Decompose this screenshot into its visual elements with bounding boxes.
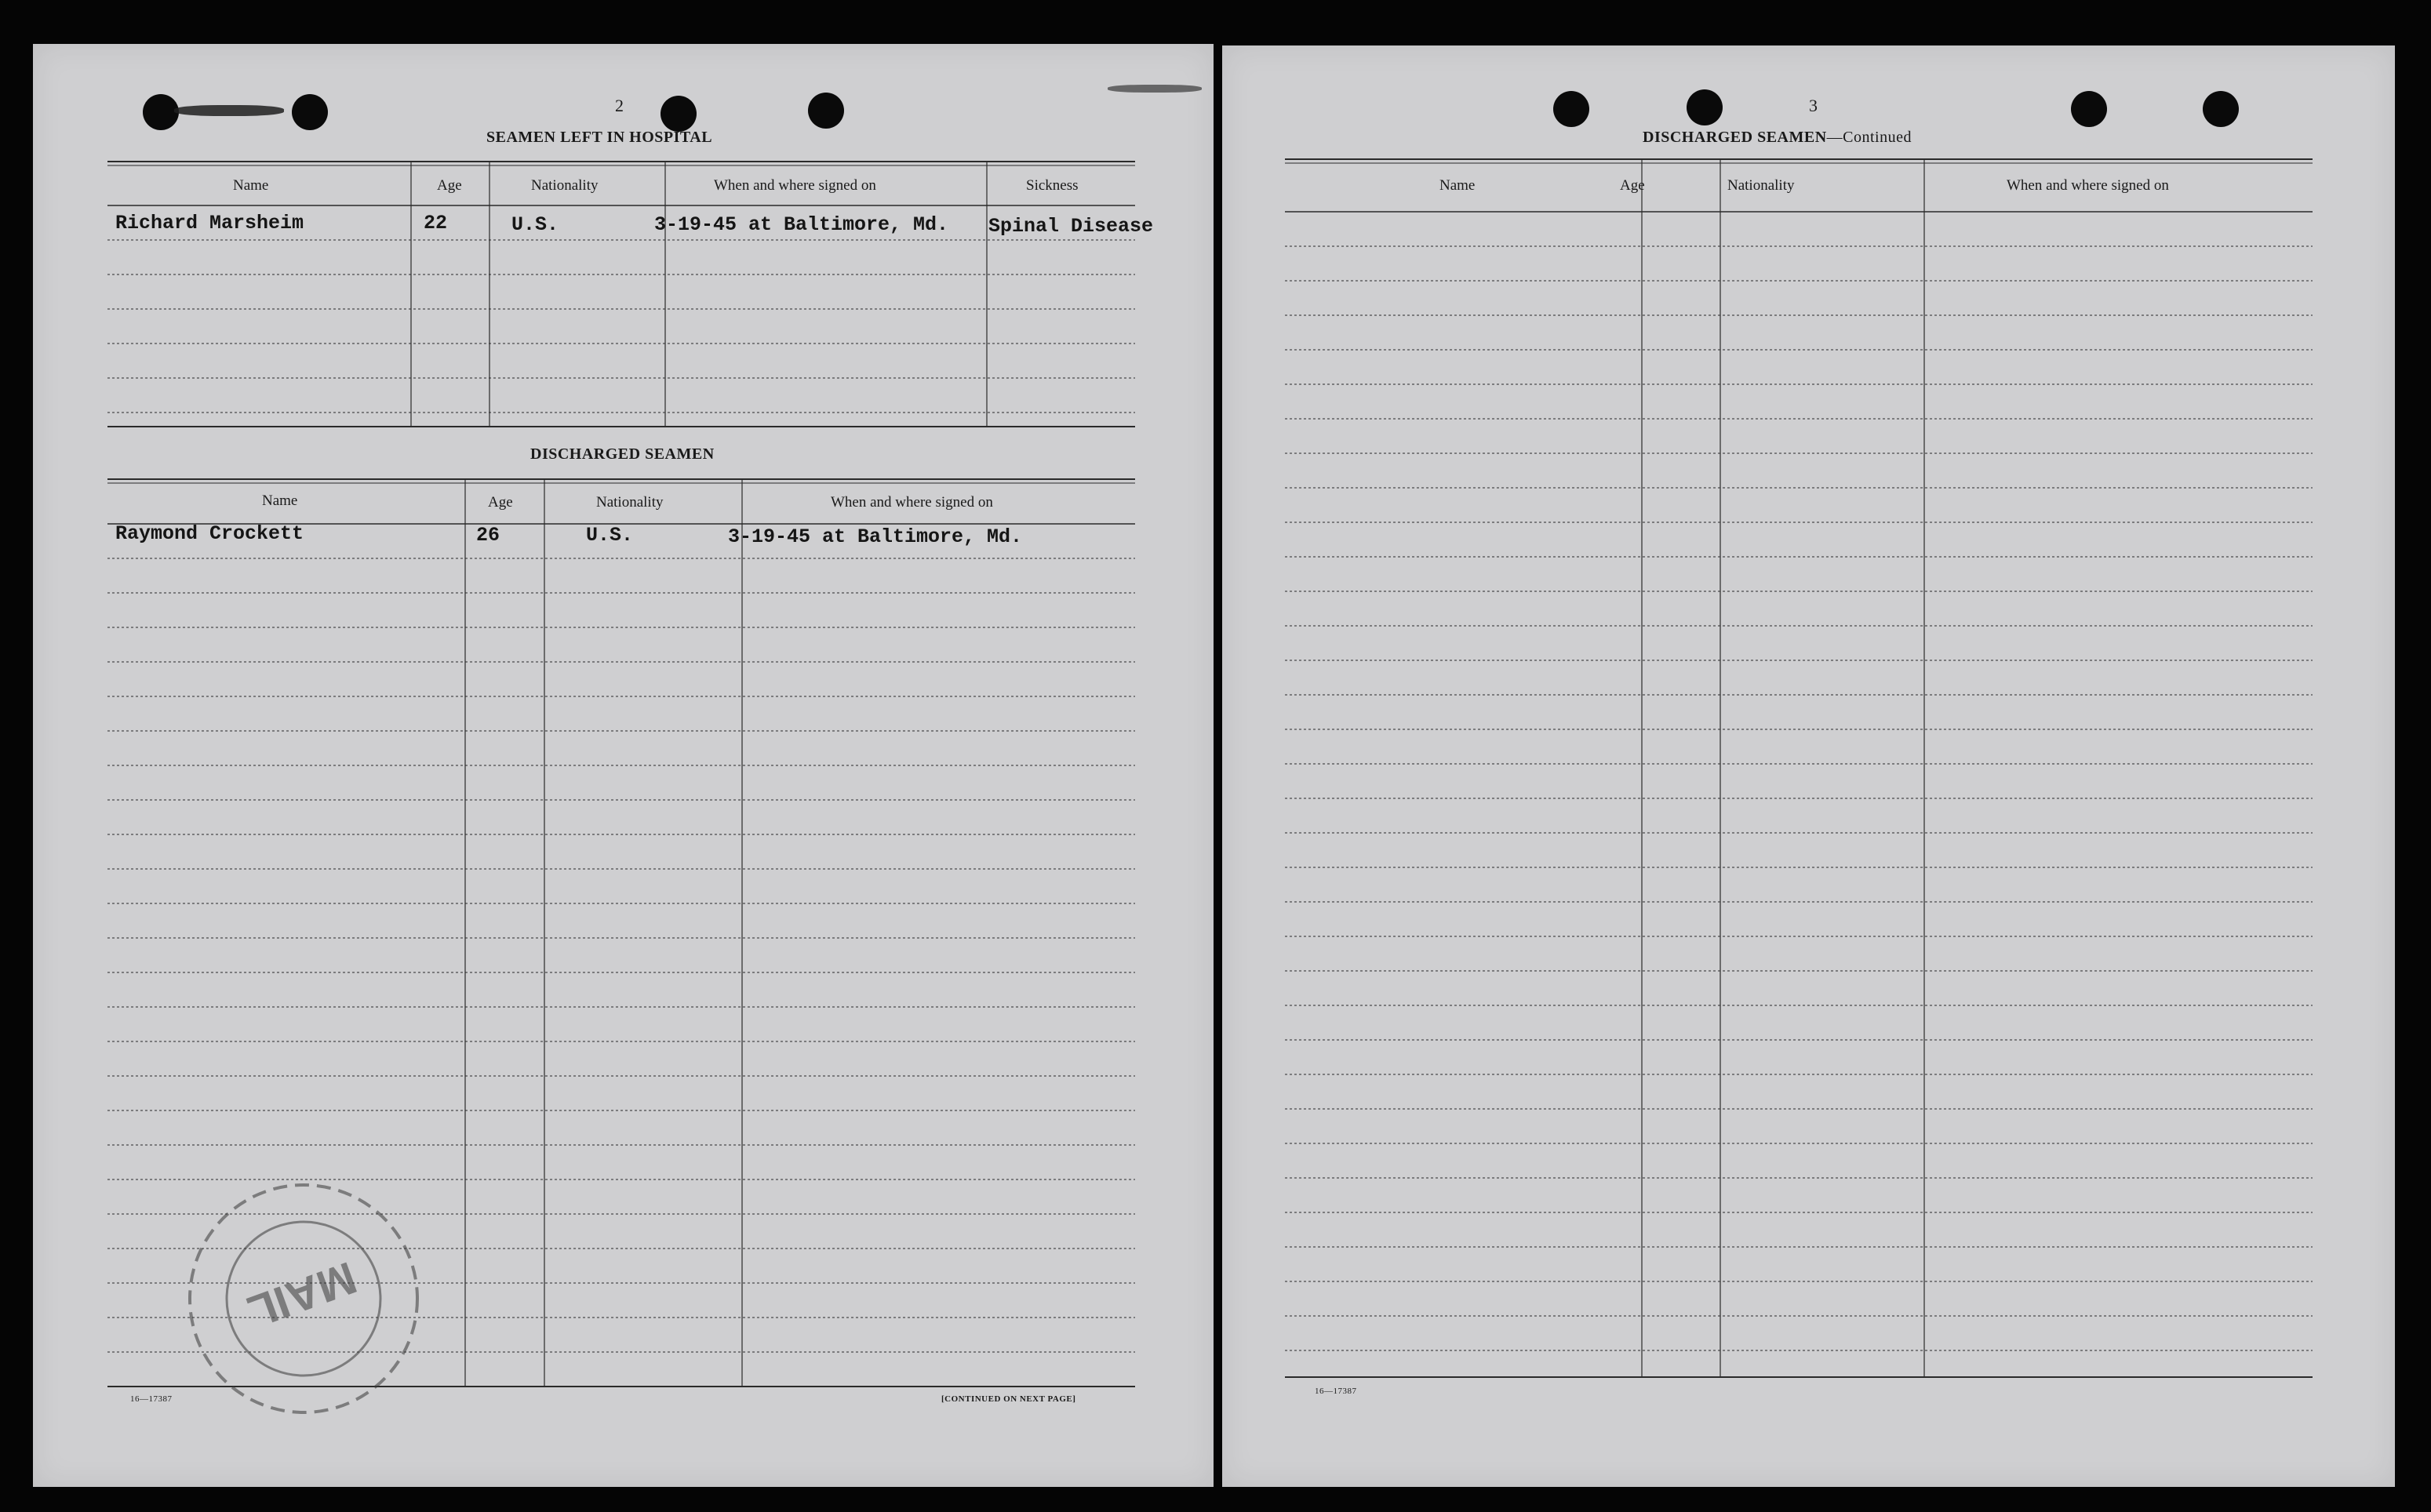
col-name-header: Name [1439,177,1476,194]
col-nationality-header: Nationality [596,494,664,511]
punch-hole [1553,91,1589,127]
right-page-ruling [1222,45,2395,1487]
discharged-row-name: Raymond Crockett [115,522,304,545]
col-name-header: Name [233,177,269,194]
punch-hole [143,94,179,130]
form-number: 16—17387 [1315,1387,1357,1396]
hospital-row-age: 22 [424,212,448,234]
col-name-header: Name [262,492,298,509]
col-age-header: Age [488,494,513,511]
discharged-row-signed-on: 3-19-45 at Baltimore, Md. [728,525,1023,548]
col-nationality-header: Nationality [531,177,599,194]
hospital-row-sickness: Spinal Disease [988,215,1154,238]
page-number: 2 [615,96,624,115]
punch-hole [2203,91,2239,127]
page-number: 3 [1809,96,1818,115]
continued-note: [CONTINUED ON NEXT PAGE] [941,1394,1076,1404]
section-title-main: DISCHARGED SEAMEN [1643,129,1827,146]
ink-smudge [1108,85,1202,93]
form-number: 16—17387 [130,1394,173,1404]
punch-hole [1687,89,1723,125]
mail-date-stamp [182,1177,425,1420]
ink-smudge [174,105,284,116]
col-sickness-header: Sickness [1026,177,1079,194]
col-age-header: Age [437,177,462,194]
col-nationality-header: Nationality [1727,177,1795,194]
left-page [33,44,1214,1487]
punch-hole [2071,91,2107,127]
punch-hole [661,96,697,132]
punch-hole [808,93,844,129]
hospital-section-title: SEAMEN LEFT IN HOSPITAL [486,129,713,146]
discharged-section-title: DISCHARGED SEAMEN [530,445,715,463]
discharged-row-age: 26 [476,524,500,547]
col-signed-on-header: When and where signed on [831,494,993,511]
hospital-row-nationality: U.S. [511,213,559,236]
col-signed-on-header: When and where signed on [714,177,876,194]
right-page [1222,45,2395,1487]
section-title-suffix: —Continued [1826,129,1912,146]
punch-hole [292,94,328,130]
section-title [1643,129,1912,147]
hospital-row-name: Richard Marsheim [115,212,304,234]
col-signed-on-header: When and where signed on [2007,177,2169,194]
svg-text:MAIL: MAIL [241,1252,363,1338]
col-age-header: Age [1620,177,1645,194]
hospital-row-signed-on: 3-19-45 at Baltimore, Md. [654,213,949,236]
discharged-row-nationality: U.S. [586,524,634,547]
